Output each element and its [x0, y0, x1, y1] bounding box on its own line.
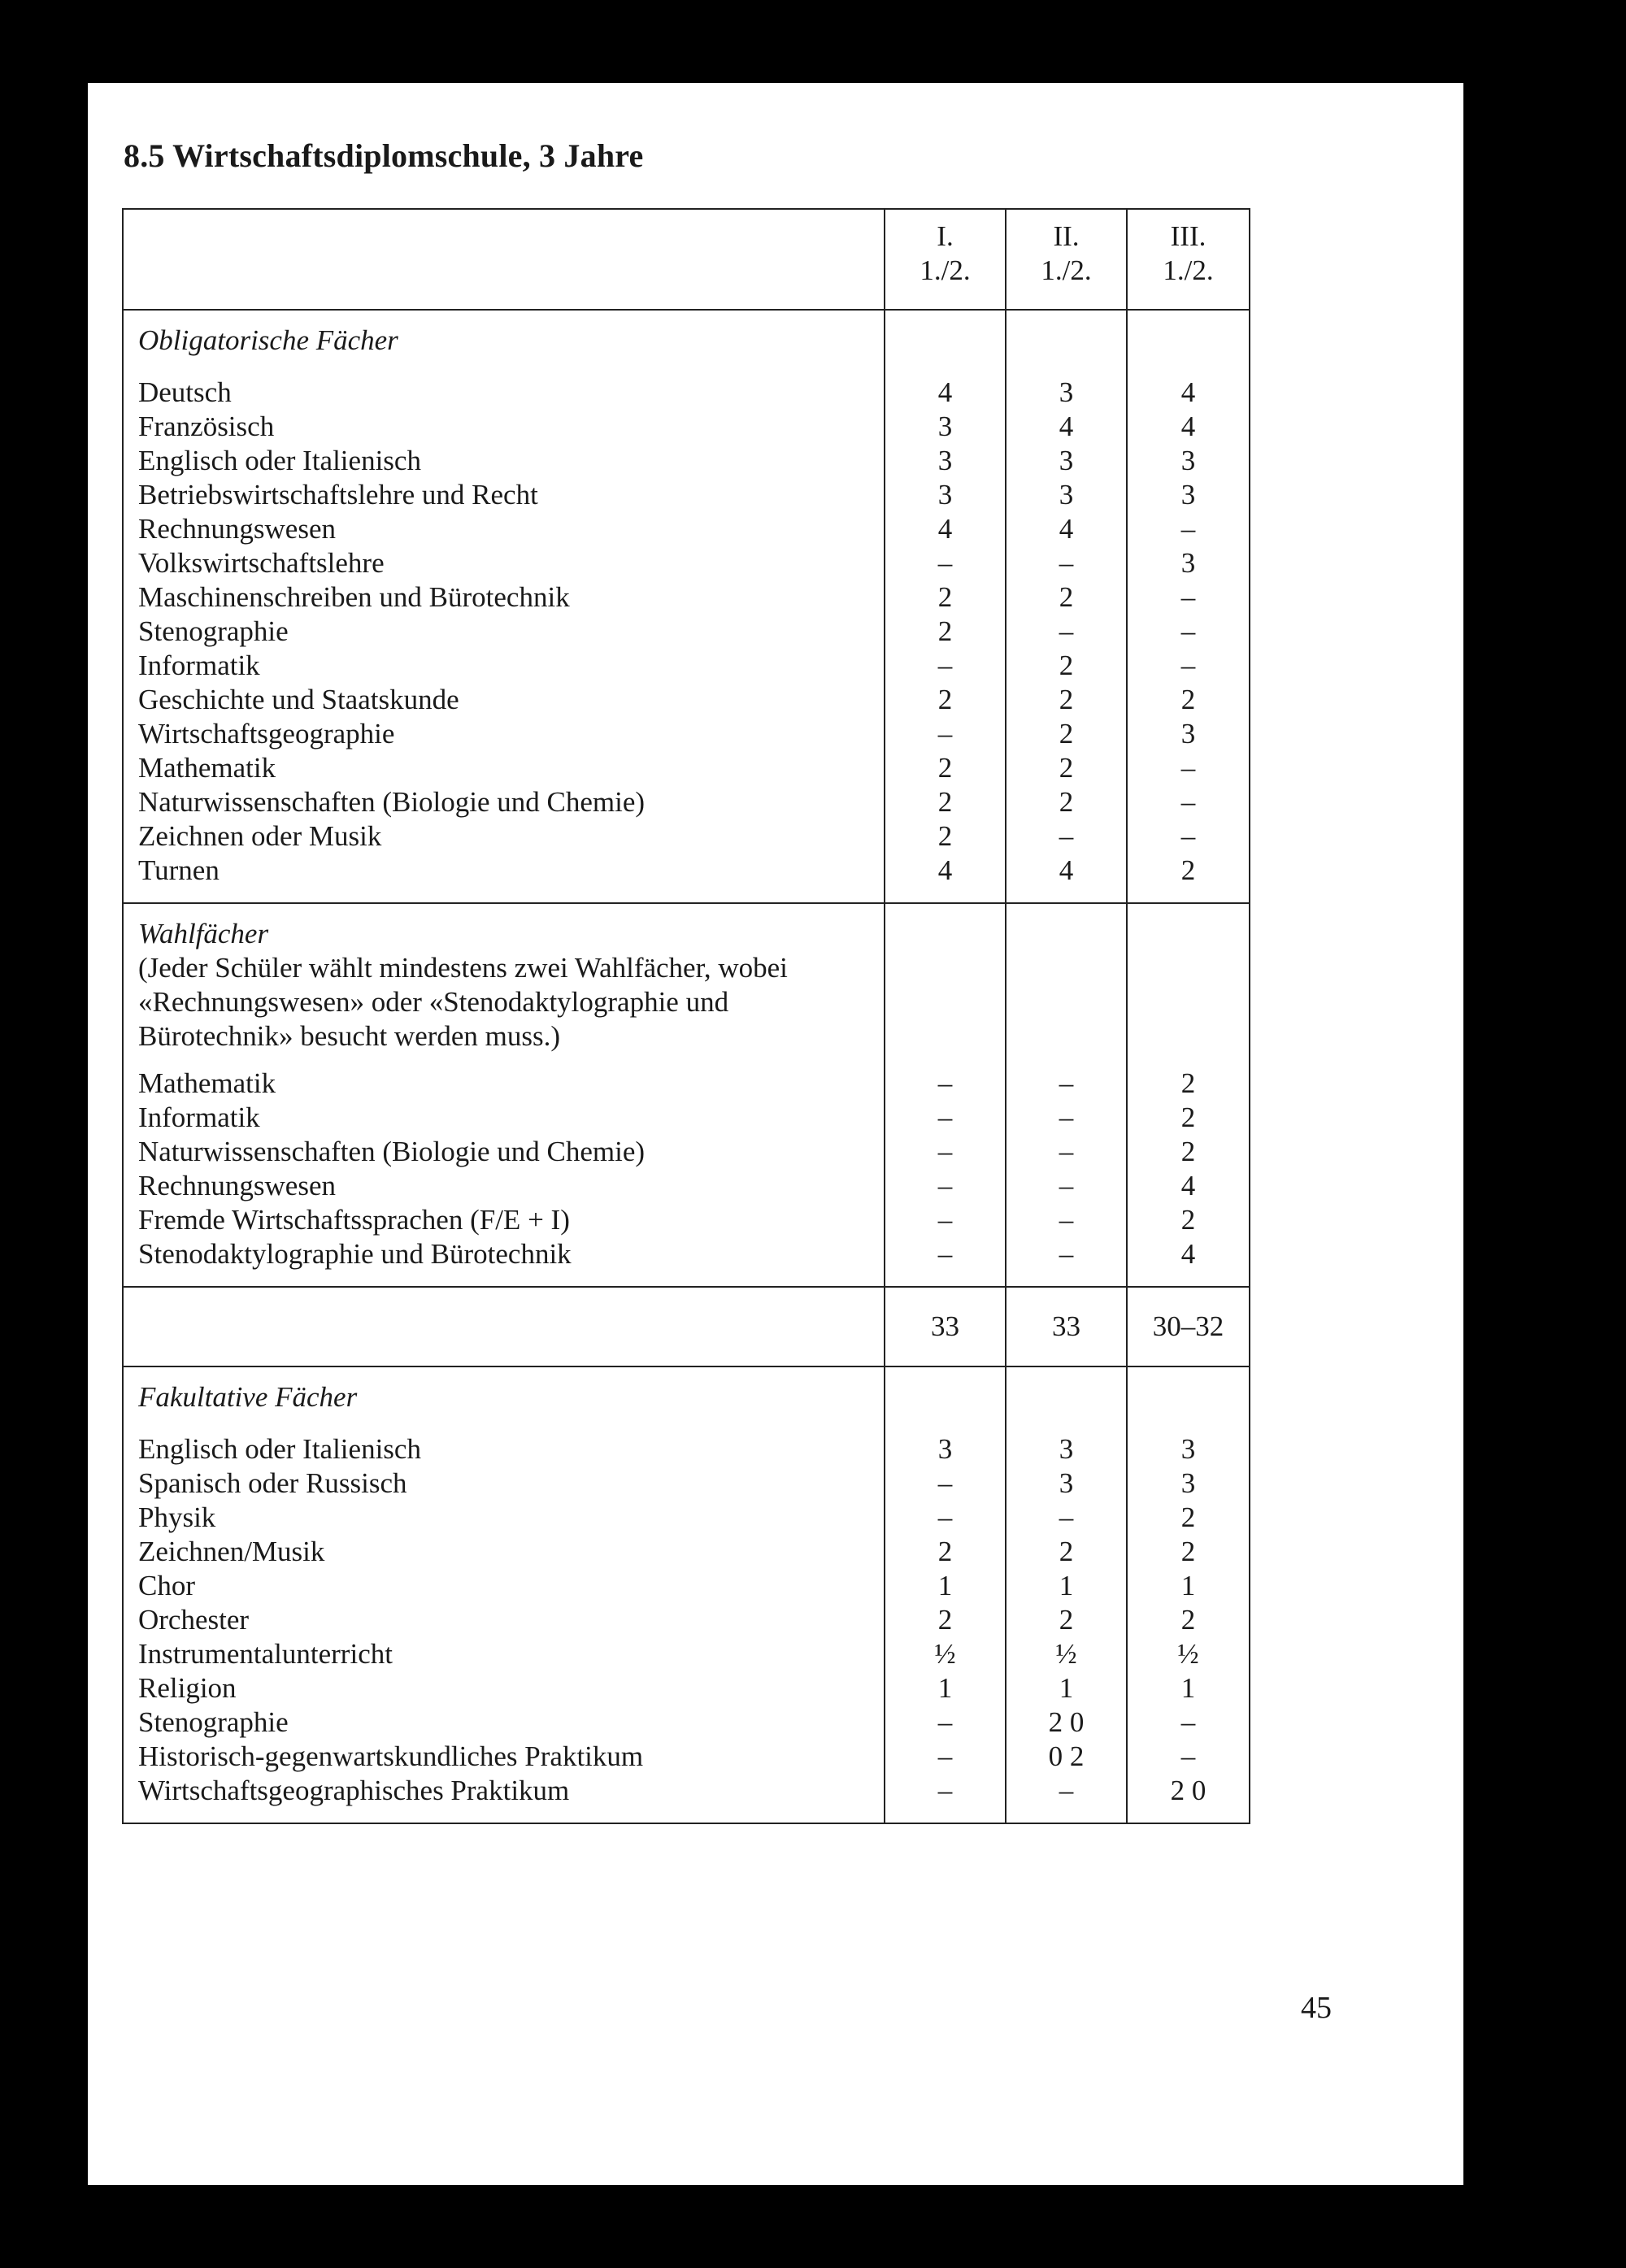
- hours-value: 2: [937, 615, 953, 647]
- hours-value: 4: [937, 854, 953, 886]
- section-wahl: [123, 903, 1250, 1287]
- hours-value: –: [1180, 752, 1196, 784]
- subject-label: Rechnungswesen: [138, 513, 337, 545]
- wahl-col-3: [1127, 903, 1250, 1287]
- subject-label: Stenographie: [138, 615, 289, 647]
- obligatorisch-col-1: [885, 310, 1006, 903]
- hours-value: 2: [937, 820, 953, 852]
- obligatorisch-labels: [123, 310, 885, 903]
- hours-value: 4: [937, 513, 953, 545]
- subject-label: Fremde Wirtschaftssprachen (F/E + I): [138, 1204, 570, 1236]
- hours-value: ½: [1177, 1638, 1199, 1670]
- subject-label: Wirtschaftsgeographie: [138, 718, 395, 749]
- hours-value: 2: [937, 786, 953, 818]
- subject-label: Rechnungswesen: [138, 1170, 337, 1201]
- total-row: [123, 1287, 1250, 1366]
- subject-label: Wirtschaftsgeographisches Praktikum: [138, 1775, 570, 1806]
- obligatorisch-col-2: [1006, 310, 1127, 903]
- hours-value: –: [1059, 1775, 1074, 1806]
- hours-value: –: [1180, 513, 1196, 545]
- hours-value: –: [1059, 547, 1074, 579]
- hours-value: –: [937, 1238, 953, 1270]
- total-year-2: 33: [1006, 1287, 1127, 1366]
- hours-value: 4: [1180, 1238, 1196, 1270]
- hours-value: 3: [937, 479, 953, 511]
- hours-value: –: [937, 1740, 953, 1772]
- section-title: Wahlfächer: [138, 918, 269, 949]
- hours-value: 4: [1059, 854, 1074, 886]
- hours-value: 3: [1180, 718, 1196, 749]
- hours-value: 1: [1059, 1570, 1074, 1601]
- subject-label: Turnen: [138, 854, 220, 886]
- section-obligatorisch: [123, 310, 1250, 903]
- hours-value: 2: [1059, 684, 1074, 715]
- hours-value: 2: [937, 1536, 953, 1567]
- subject-label: Geschichte und Staatskunde: [138, 684, 459, 715]
- hours-value: ½: [1055, 1638, 1077, 1670]
- hours-value: ½: [934, 1638, 956, 1670]
- fakultativ-labels: [123, 1366, 885, 1823]
- hours-value: –: [937, 1501, 953, 1533]
- hours-value: –: [1180, 650, 1196, 681]
- hours-value: –: [937, 1706, 953, 1738]
- subject-label: Volkswirtschaftslehre: [138, 547, 385, 579]
- hours-value: –: [1059, 820, 1074, 852]
- hours-value: 2: [1180, 1101, 1196, 1133]
- hours-value: 3: [1059, 479, 1074, 511]
- hours-value: 2: [1059, 718, 1074, 749]
- hours-value: 3: [937, 445, 953, 476]
- hours-value: 4: [1059, 411, 1074, 442]
- hours-value: 3: [1180, 1467, 1196, 1499]
- hours-value: 3: [1180, 445, 1196, 476]
- hours-value: 4: [1059, 513, 1074, 545]
- fakultativ-col-1: [885, 1366, 1006, 1823]
- subject-label: Informatik: [138, 1101, 260, 1133]
- subject-label: Religion: [138, 1672, 237, 1704]
- section-title: Obligatorische Fächer: [138, 324, 398, 356]
- hours-value: –: [937, 650, 953, 681]
- hours-value: –: [937, 1067, 953, 1099]
- header-empty-cell: [123, 209, 885, 310]
- hours-value: 2: [937, 684, 953, 715]
- hours-value: 2 0: [1048, 1706, 1085, 1738]
- header-year-1: I. 1./2.: [885, 209, 1006, 310]
- header-year-2: II. 1./2.: [1006, 209, 1127, 310]
- hours-value: 2: [1059, 581, 1074, 613]
- wahl-note: (Jeder Schüler wählt mindestens zwei Wahlfächer, wobei «Rechnungswesen» oder «Stenodaktylographie und Bürotechnik» besucht werden muss.): [138, 952, 788, 1052]
- hours-value: 2: [1180, 684, 1196, 715]
- header-row: [123, 209, 1250, 310]
- hours-value: –: [1180, 820, 1196, 852]
- hours-value: 2: [1180, 1536, 1196, 1567]
- section-title: Fakultative Fächer: [138, 1381, 358, 1413]
- subject-label: Instrumentalunterricht: [138, 1638, 393, 1670]
- hours-value: 3: [1180, 479, 1196, 511]
- subject-label: Zeichnen oder Musik: [138, 820, 382, 852]
- hours-value: 1: [937, 1672, 953, 1704]
- subject-label: Naturwissenschaften (Biologie und Chemie): [138, 786, 646, 818]
- hours-value: 0 2: [1048, 1740, 1085, 1772]
- hours-value: –: [1059, 1204, 1074, 1236]
- hours-value: 3: [1059, 1433, 1074, 1465]
- subject-label: Chor: [138, 1570, 195, 1601]
- hours-value: 3: [937, 1433, 953, 1465]
- wahl-col-2: [1006, 903, 1127, 1287]
- hours-value: 2: [937, 1604, 953, 1636]
- hours-value: 2: [1059, 786, 1074, 818]
- total-year-1: 33: [885, 1287, 1006, 1366]
- hours-value: 3: [937, 411, 953, 442]
- total-label-cell: [123, 1287, 885, 1366]
- hours-value: –: [1180, 1740, 1196, 1772]
- subject-label: Deutsch: [138, 376, 232, 408]
- hours-value: –: [937, 547, 953, 579]
- header-year-3: III. 1./2.: [1127, 209, 1250, 310]
- subject-label: Englisch oder Italienisch: [138, 1433, 421, 1465]
- hours-value: 2: [1180, 1067, 1196, 1099]
- hours-value: –: [1059, 1101, 1074, 1133]
- curriculum-table: [122, 208, 1250, 1824]
- hours-value: –: [1059, 1136, 1074, 1167]
- page-title: 8.5 Wirtschaftsdiplomschule, 3 Jahre: [124, 137, 644, 174]
- obligatorisch-col-3: [1127, 310, 1250, 903]
- hours-value: 2: [1180, 1604, 1196, 1636]
- hours-value: 3: [1059, 445, 1074, 476]
- hours-value: 2: [1180, 1501, 1196, 1533]
- hours-value: 2: [1059, 650, 1074, 681]
- subject-label: Historisch-gegenwartskundliches Praktikum: [138, 1740, 644, 1772]
- hours-value: 3: [1180, 1433, 1196, 1465]
- subject-label: Mathematik: [138, 1067, 276, 1099]
- subject-label: Englisch oder Italienisch: [138, 445, 421, 476]
- hours-value: –: [937, 1170, 953, 1201]
- subject-label: Zeichnen/Musik: [138, 1536, 325, 1567]
- hours-value: 1: [1180, 1672, 1196, 1704]
- fakultativ-col-2: [1006, 1366, 1127, 1823]
- hours-value: –: [1180, 1706, 1196, 1738]
- hours-value: 4: [1180, 1170, 1196, 1201]
- hours-value: –: [1059, 1238, 1074, 1270]
- hours-value: 2: [937, 752, 953, 784]
- hours-value: 2: [1059, 1604, 1074, 1636]
- hours-value: 3: [1180, 547, 1196, 579]
- hours-value: –: [937, 1101, 953, 1133]
- wahl-col-1: [885, 903, 1006, 1287]
- hours-value: –: [1059, 1170, 1074, 1201]
- hours-value: 2: [1180, 854, 1196, 886]
- subject-label: Maschinenschreiben und Bürotechnik: [138, 581, 570, 613]
- hours-value: –: [937, 1204, 953, 1236]
- hours-value: 4: [1180, 411, 1196, 442]
- hours-value: 3: [1059, 1467, 1074, 1499]
- total-year-3: 30–32: [1127, 1287, 1250, 1366]
- subject-label: Stenodaktylographie und Bürotechnik: [138, 1238, 572, 1270]
- hours-value: 4: [1180, 376, 1196, 408]
- hours-value: 1: [1059, 1672, 1074, 1704]
- hours-value: 1: [1180, 1570, 1196, 1601]
- hours-value: 2 0: [1170, 1775, 1206, 1806]
- subject-label: Französisch: [138, 411, 275, 442]
- hours-value: 4: [937, 376, 953, 408]
- hours-value: –: [1059, 615, 1074, 647]
- hours-value: –: [937, 718, 953, 749]
- hours-value: 3: [1059, 376, 1074, 408]
- hours-value: 2: [1180, 1204, 1196, 1236]
- subject-label: Physik: [138, 1501, 216, 1533]
- wahl-labels: [123, 903, 885, 1287]
- subject-label: Stenographie: [138, 1706, 289, 1738]
- subject-label: Orchester: [138, 1604, 250, 1636]
- subject-label: Informatik: [138, 650, 260, 681]
- hours-value: –: [1059, 1501, 1074, 1533]
- page-number: 45: [1301, 1991, 1332, 2025]
- fakultativ-col-3: [1127, 1366, 1250, 1823]
- hours-value: –: [937, 1775, 953, 1806]
- section-fakultativ: [123, 1366, 1250, 1823]
- hours-value: 2: [1180, 1136, 1196, 1167]
- hours-value: –: [937, 1136, 953, 1167]
- subject-label: Spanisch oder Russisch: [138, 1467, 407, 1499]
- hours-value: –: [1180, 615, 1196, 647]
- hours-value: –: [1059, 1067, 1074, 1099]
- hours-value: –: [937, 1467, 953, 1499]
- hours-value: 1: [937, 1570, 953, 1601]
- subject-label: Naturwissenschaften (Biologie und Chemie): [138, 1136, 646, 1167]
- subject-label: Mathematik: [138, 752, 276, 784]
- hours-value: –: [1180, 786, 1196, 818]
- subject-label: Betriebswirtschaftslehre und Recht: [138, 479, 538, 511]
- hours-value: 2: [1059, 1536, 1074, 1567]
- hours-value: 2: [1059, 752, 1074, 784]
- hours-value: –: [1180, 581, 1196, 613]
- hours-value: 2: [937, 581, 953, 613]
